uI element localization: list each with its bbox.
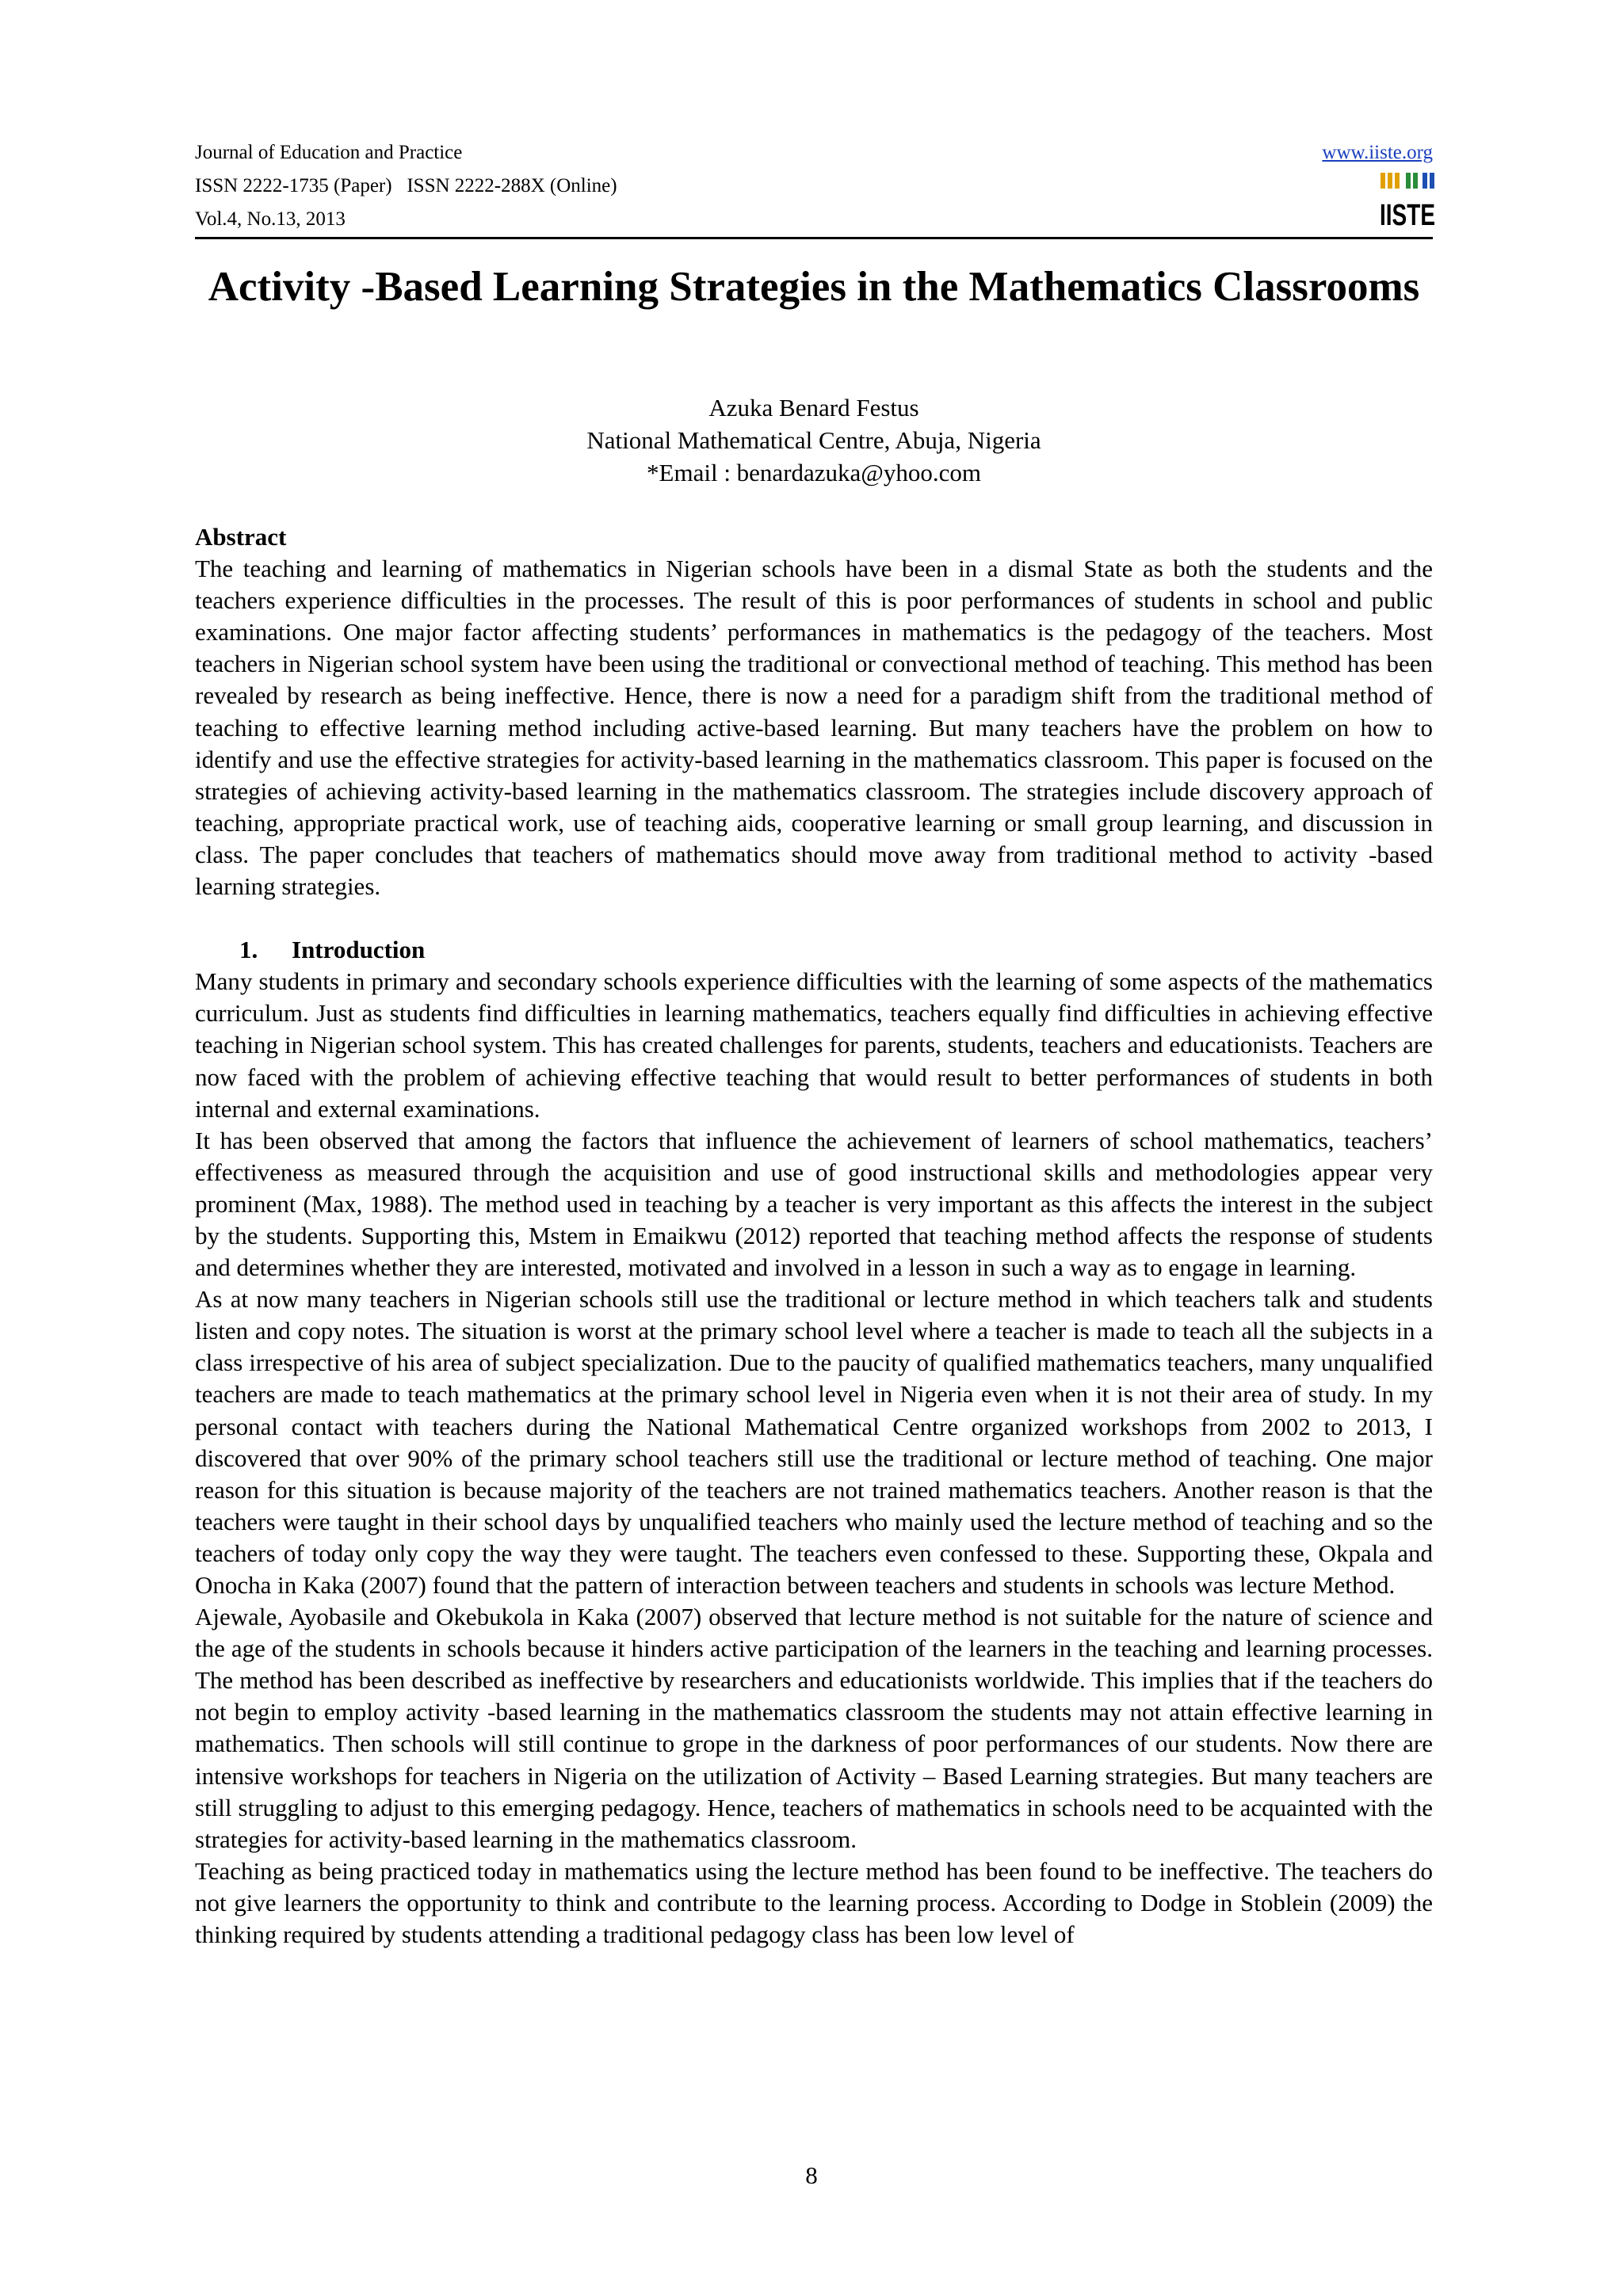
journal-name: Journal of Education and Practice bbox=[195, 142, 463, 163]
intro-paragraph: Teaching as being practiced today in mathematics using the lecture method has been found to be ineffective. The teachers do not give learners the opportunity to think and contribute to the learning process. According to Dodge in Stoblein (2009) the thinking required by students attending a traditional pedagogy class has been low level of bbox=[195, 1856, 1433, 1949]
abstract-heading: Abstract bbox=[195, 523, 287, 551]
journal-header bbox=[195, 136, 617, 236]
section-title: Introduction bbox=[292, 936, 426, 964]
intro-paragraph: Many students in primary and secondary schools experience difficulties with the learning of some aspects of the mathematics curriculum. Just as students find difficulties in learning mathematics, teachers equally find difficulties in achieving effective teaching in Nigerian school system. This has created challenges for parents, students, teachers and educationists. Teachers are now faced with the problem of achieving effective teaching that would result to better performances of students in both internal and external examinations. bbox=[195, 967, 1433, 1123]
author-affiliation: National Mathematical Centre, Abuja, Nigeria bbox=[586, 426, 1041, 454]
intro-paragraph: It has been observed that among the factors that influence the achievement of learners of school mathematics, teachers’ effectiveness as measured through the acquisition and use of good instructional skills and methodologies appear very prominent (Max, 1988). The method used in teaching by a teacher is very important as this affects the interest in the subject by the students. Supporting this, Mstem in Emaikwu (2012) reported that teaching method affects the response of students and determines whether they are interested, motivated and involved in a lesson in such a way as to engage in learning. bbox=[195, 1126, 1433, 1282]
section-number: 1. bbox=[239, 936, 258, 964]
author-block bbox=[195, 391, 1433, 489]
journal-issn: ISSN 2222-1735 (Paper) ISSN 2222-288X (Online) bbox=[195, 175, 617, 196]
author-email: *Email : benardazuka@yhoo.com bbox=[647, 459, 981, 486]
journal-website-link[interactable]: www.iiste.org bbox=[1322, 142, 1433, 163]
page-number: 8 bbox=[805, 2161, 818, 2189]
intro-paragraph: Ajewale, Ayobasile and Okebukola in Kaka (2007) observed that lecture method is not suitable for the nature of science and the age of the students in schools because it hinders active participation of the learners in the teaching and learning processes. The method has been described as ineffective by researchers and educationists worldwide. This implies that if the teachers do not begin to employ activity -based learning in the mathematics classroom the students may not attain effective learning in mathematics. Then schools will still continue to grope in the darkness of poor performances of our students. Now there are intensive workshops for teachers in Nigeria on the utilization of Activity – Based Learning strategies. But many teachers are still struggling to adjust to this emerging pedagogy. Hence, teachers of mathematics in schools need to be acquainted with the strategies for activity-based learning in the mathematics classroom. bbox=[195, 1603, 1433, 1853]
iiste-logo-icon bbox=[1379, 171, 1436, 232]
intro-paragraph: As at now many teachers in Nigerian schools still use the traditional or lecture method in which teachers talk and students listen and copy notes. The situation is worst at the primary school level where a teacher is made to teach all the subjects in a class irrespective of his area of subject specialization. Due to the paucity of qualified mathematics teachers, many unqualified teachers are made to teach mathematics at the primary school level in Nigeria even when it is not their area of study. In my personal contact with teachers during the National Mathematical Centre organized workshops from 2002 to 2013, I discovered that over 90% of the primary school teachers still use the traditional or lecture method of teaching. One major reason for this situation is because majority of the teachers are not trained mathematics teachers. Another reason is that the teachers were taught in their school days by unqualified teachers who mainly used the lecture method of teaching and so the teachers of today only copy the way they were taught. The teachers even confessed to these. Supporting these, Okpala and Onocha in Kaka (2007) found that the pattern of interaction between teachers and students in schools was lecture Method. bbox=[195, 1285, 1433, 1599]
header-divider bbox=[195, 237, 1433, 239]
abstract-text: The teaching and learning of mathematics in Nigerian schools have been in a dismal State as both the students and the teachers experience difficulties in the processes. The result of this is poor performances of students in school and public examinations. One major factor affecting students’ performances in mathematics is the pedagogy of the teachers. Most teachers in Nigerian school system have been using the traditional or convectional method of teaching. This method has been revealed by research as being ineffective. Hence, there is now a need for a paradigm shift from the traditional method of teaching to effective learning method including active-based learning. But many teachers have the problem on how to identify and use the effective strategies for activity-based learning in the mathematics classroom. This paper is focused on the strategies of achieving activity-based learning in the mathematics classroom. The strategies include discovery approach of teaching, appropriate practical work, use of teaching aids, cooperative learning or small group learning, and discussion in class. The paper concludes that teachers of mathematics should move away from traditional method to activity -based learning strategies. bbox=[195, 555, 1433, 901]
logo-lettering: IISTE bbox=[1380, 199, 1435, 232]
author-name: Azuka Benard Festus bbox=[708, 394, 919, 421]
journal-volume: Vol.4, No.13, 2013 bbox=[195, 208, 346, 230]
article-title: Activity -Based Learning Strategies in the Mathematics Classrooms bbox=[208, 264, 1420, 310]
article-body bbox=[195, 521, 1433, 1951]
section-heading bbox=[195, 934, 1433, 966]
